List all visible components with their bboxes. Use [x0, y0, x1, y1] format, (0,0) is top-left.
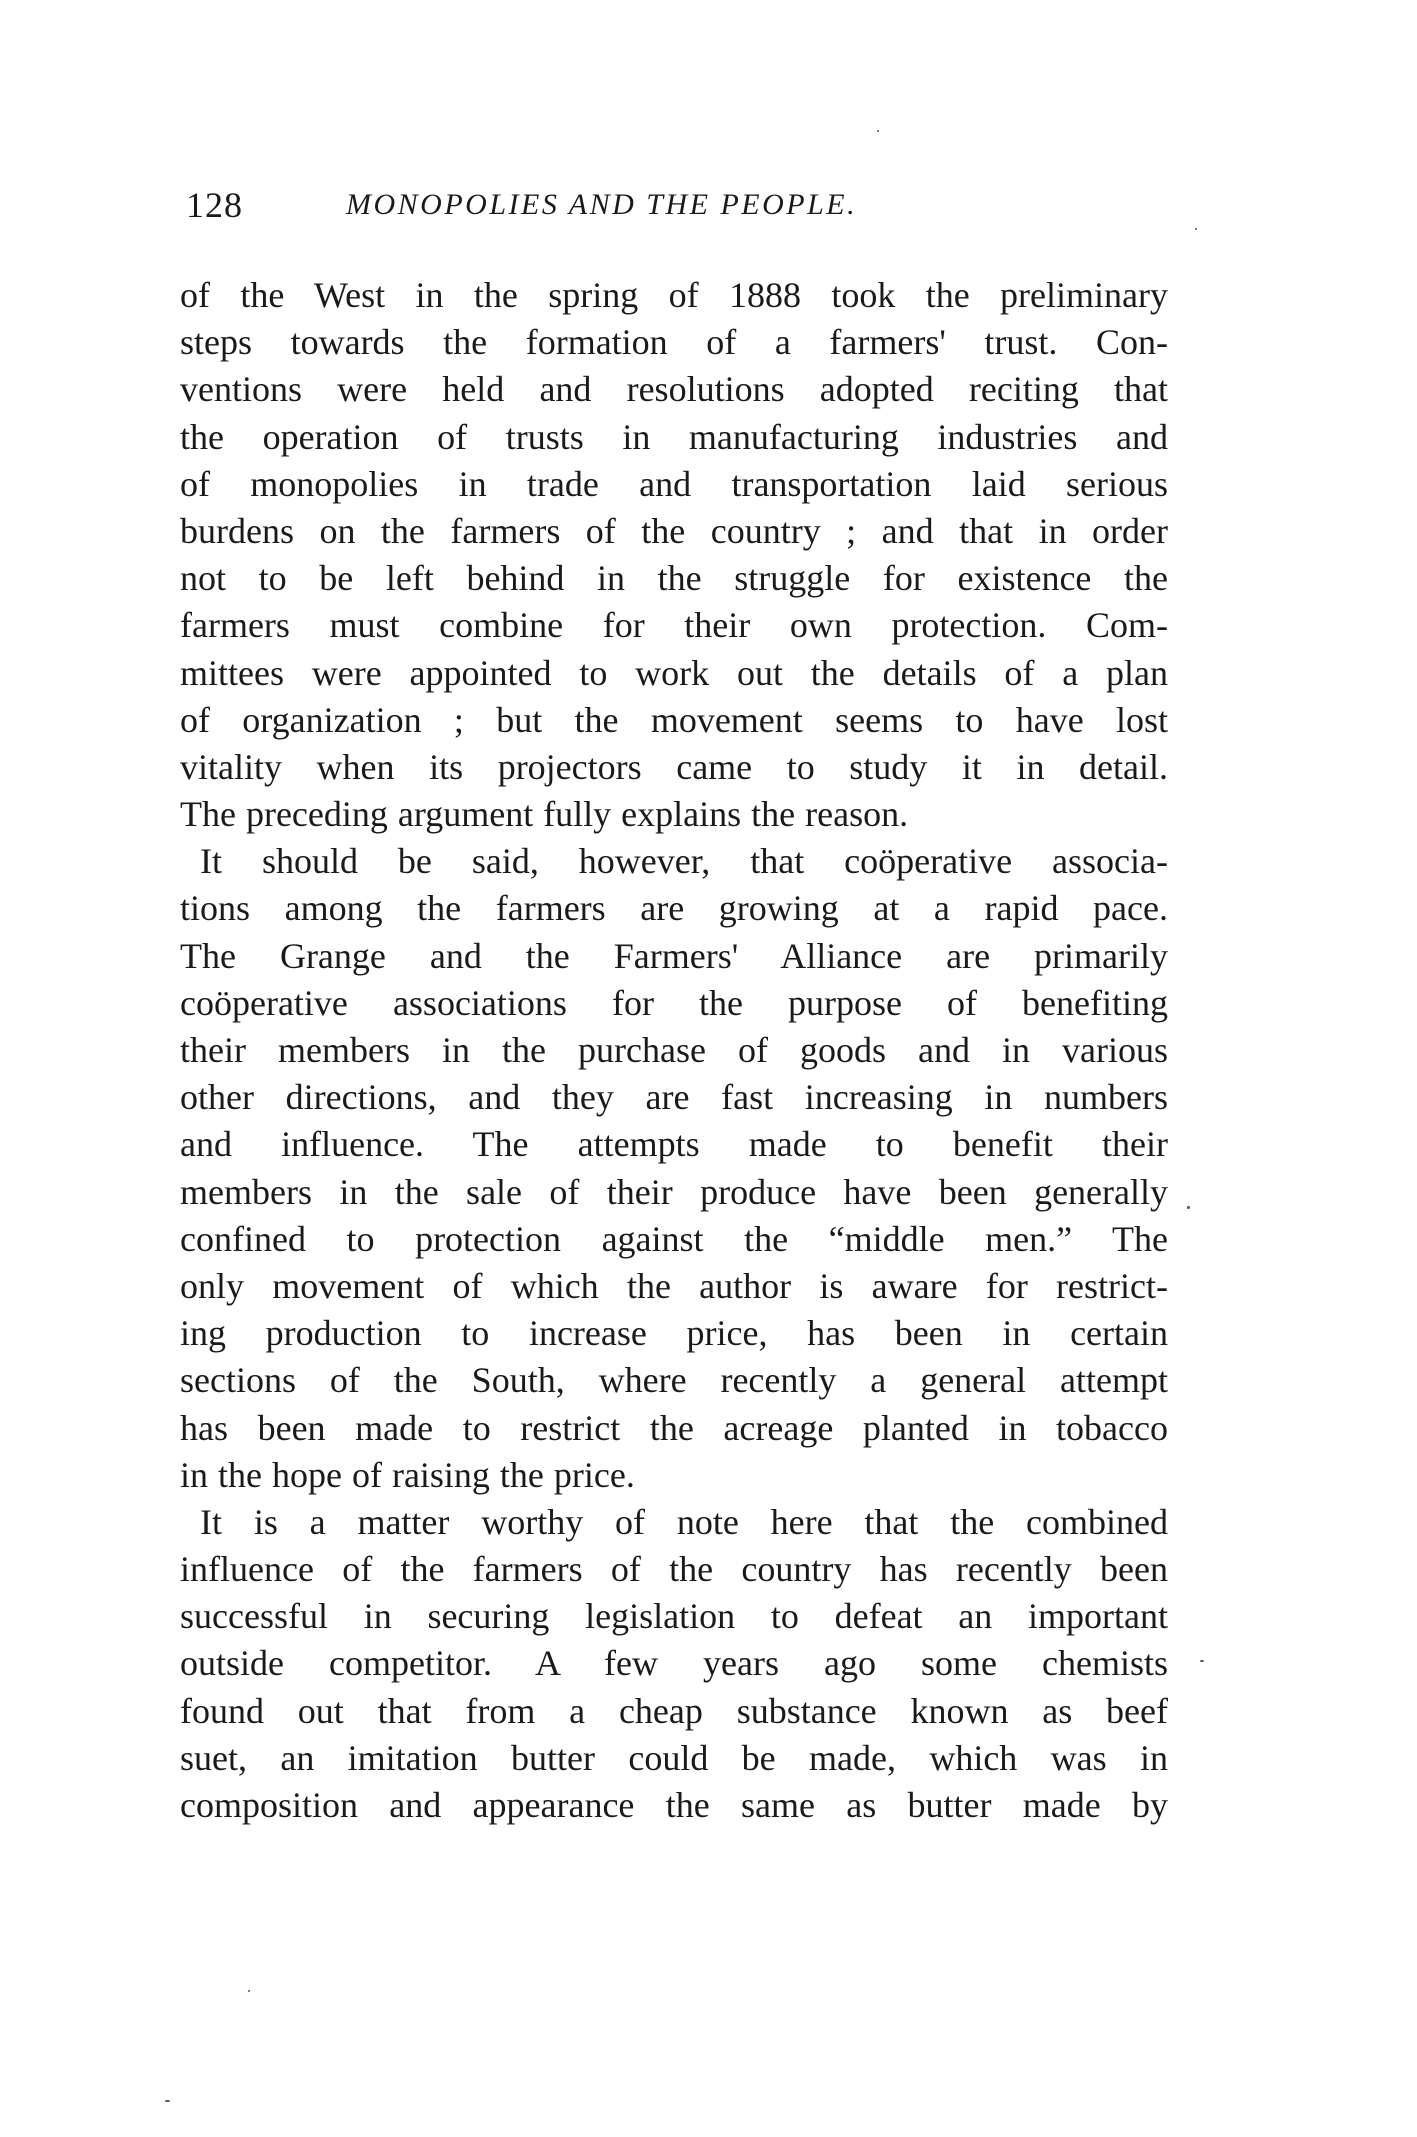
running-title: MONOPOLIES AND THE PEOPLE. — [346, 188, 858, 221]
text-line: only movement of which the author is aware for restrict- — [180, 1265, 1168, 1306]
text-line: successful in securing legislation to defeat an important — [180, 1596, 1168, 1637]
body-text — [180, 272, 1168, 1829]
text-line: sections of the South, where recently a general attempt — [180, 1360, 1168, 1401]
page-number: 128 — [186, 185, 243, 225]
text-line: burdens on the farmers of the country ; and that in order — [180, 510, 1168, 551]
scan-speck — [248, 1990, 250, 1992]
text-line: tions among the farmers are growing at a rapid pace. — [180, 888, 1168, 929]
text-line: of the West in the spring of 1888 took the preliminary — [180, 275, 1168, 315]
text-line: ventions were held and resolutions adopted reciting that — [180, 369, 1168, 410]
text-line: has been made to restrict the acreage planted in tobacco — [180, 1407, 1168, 1448]
text-line: of monopolies in trade and transportation laid serious — [180, 463, 1168, 504]
text-line: mittees were appointed to work out the details of a plan — [180, 652, 1168, 693]
scan-speck — [1187, 1206, 1190, 1209]
paragraph — [180, 1499, 1168, 1829]
scan-speck — [1195, 228, 1197, 230]
text-line: in the hope of raising the price. — [180, 1454, 635, 1495]
text-line: The Grange and the Farmers' Alliance are primarily — [180, 935, 1168, 976]
paragraph — [180, 272, 1168, 838]
text-line: composition and appearance the same as butter made by — [180, 1785, 1168, 1825]
scan-speck — [1200, 1660, 1204, 1662]
text-line: their members in the purchase of goods and in various — [180, 1030, 1168, 1070]
text-line: ing production to increase price, has been in certain — [180, 1313, 1168, 1354]
text-line: farmers must combine for their own protection. Com- — [180, 605, 1168, 646]
paragraph — [180, 838, 1168, 1499]
text-line: and influence. The attempts made to benefit their — [180, 1124, 1168, 1165]
text-line: of organization ; but the movement seems to have lost — [180, 699, 1168, 740]
text-line: coöperative associations for the purpose of benefiting — [180, 982, 1168, 1023]
text-line: vitality when its projectors came to study it in detail. — [180, 746, 1168, 787]
running-head — [186, 184, 1026, 234]
text-line: other directions, and they are fast increasing in numbers — [180, 1077, 1168, 1118]
scan-speck — [165, 2100, 170, 2102]
text-line: It should be said, however, that coöperative associa- — [200, 841, 1168, 882]
scan-speck — [877, 130, 879, 132]
text-line: suet, an imitation butter could be made, which was in — [180, 1737, 1168, 1778]
text-line: members in the sale of their produce have been generally — [180, 1171, 1168, 1212]
text-line: outside competitor. A few years ago some chemists — [180, 1643, 1168, 1684]
text-line: influence of the farmers of the country has recently been — [180, 1549, 1168, 1590]
text-line: found out that from a cheap substance known as beef — [180, 1690, 1168, 1731]
text-line: the operation of trusts in manufacturing industries and — [180, 416, 1168, 457]
text-line: It is a matter worthy of note here that the combined — [200, 1501, 1168, 1542]
text-line: The preceding argument fully explains the reason. — [180, 794, 909, 835]
text-line: steps towards the formation of a farmers' trust. Con- — [180, 322, 1168, 363]
text-line: not to be left behind in the struggle for existence the — [180, 558, 1168, 599]
text-line: confined to protection against the “middle men.” The — [180, 1218, 1168, 1259]
